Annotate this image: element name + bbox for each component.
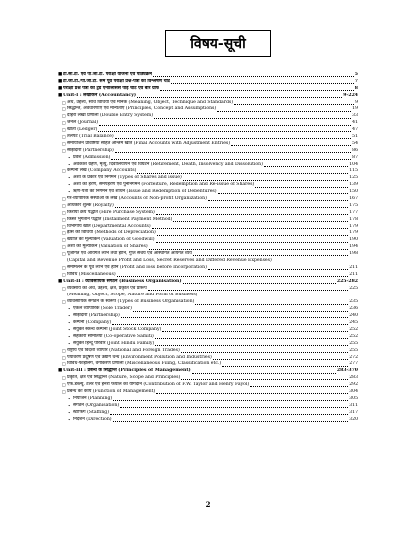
dot-leader bbox=[222, 366, 348, 367]
dot-leader bbox=[208, 269, 348, 270]
toc-entry-label: ऋण-पत्रों का निर्गमन एवं शोधन (Issue and Redemption of Debentures) bbox=[73, 189, 217, 195]
toc-entry bbox=[58, 72, 358, 79]
toc-entry-label: अधिकार शुल्क (Royalty) bbox=[67, 202, 114, 208]
toc-bullet-icon: • bbox=[68, 402, 71, 408]
toc-bullet-icon: □ bbox=[62, 382, 66, 388]
toc-entry-page: 252 bbox=[349, 333, 358, 339]
toc-entry-page: 245 bbox=[349, 320, 358, 326]
toc-entry bbox=[58, 155, 358, 162]
toc-entry bbox=[58, 113, 358, 120]
toc-entry-label: कम्पनी (Company) bbox=[73, 320, 112, 326]
toc-entry-page: 255 bbox=[349, 340, 358, 346]
toc-entry bbox=[58, 306, 358, 313]
toc-entry-page: 179 bbox=[349, 230, 358, 236]
toc-entry-page: 139 bbox=[349, 182, 358, 188]
toc-bullet-icon: □ bbox=[62, 216, 66, 222]
toc-bullet-icon: ■ bbox=[58, 92, 63, 98]
toc-entry-label: किराया क्रय पद्धति (Hire Purchase System) bbox=[67, 209, 155, 215]
toc-entry-page: 54 bbox=[352, 140, 358, 146]
dot-leader bbox=[162, 331, 348, 332]
toc-entry-label: गैर-व्यापारिक संस्थाओं के लेखे (Accounts of Non-profit Organization) bbox=[67, 196, 207, 202]
toc-entry-label: विविध-फाइलिंग, वर्गीकरण प्रणाली (Miscellaneous Filing, Classification etc.) bbox=[67, 361, 222, 367]
dot-leader bbox=[133, 311, 348, 312]
toc-entry-label: पर्यावरण प्रदूषण एवं उद्योग धन्धे (Environment Pollution and Industries) bbox=[67, 354, 212, 360]
dot-leader bbox=[181, 352, 348, 353]
toc-bullet-icon: □ bbox=[62, 196, 66, 202]
dot-leader bbox=[234, 104, 354, 105]
toc-entry-page: 277 bbox=[349, 361, 358, 367]
toc-entry-page: 283-370 bbox=[336, 368, 358, 374]
toc-entry-label: संयुक्त हिन्दू परिवार (Joint Hindu Family) bbox=[73, 340, 155, 346]
toc-entry-label: एकल व्यापारिक (Sole Trader) bbox=[73, 306, 132, 312]
toc-entry-label: Unit-II : व्यावसायिक संगठन (Business Organisation) bbox=[63, 278, 182, 284]
toc-entry-page: 317 bbox=[349, 409, 358, 415]
dot-leader bbox=[264, 166, 348, 167]
toc-entry-page: 41 bbox=[352, 120, 358, 126]
toc-entry-page: 175 bbox=[349, 202, 358, 208]
dot-leader bbox=[218, 193, 349, 194]
dot-leader bbox=[149, 249, 349, 250]
toc-entry-label: (Capital and Revenue Profit and Loss, Secret Reserves and Differed Revenue Expenses) bbox=[67, 258, 272, 264]
toc-bullet-icon: □ bbox=[62, 244, 66, 250]
toc-entry-page: 255 bbox=[349, 347, 358, 353]
toc-entry-label: एफ.डब्ल्यू. टेलर एवं हेनरी फेयोल का योगदान (Contribution of F.W. Taylor and Henry Fayol) bbox=[67, 382, 250, 388]
toc-entry-page: 177 bbox=[349, 209, 358, 215]
toc-entry-page: 9 bbox=[355, 99, 358, 105]
toc-entry bbox=[58, 341, 358, 348]
toc-entry-label: टी.जी.टी./पी.जी.टी. सम पूर्व परीक्षा प्रश्न-पत्रों का विश्लेषण चार्ट bbox=[63, 78, 171, 84]
dot-leader bbox=[208, 200, 348, 201]
toc-bullet-icon: □ bbox=[62, 113, 66, 119]
toc-entry-page: 115 bbox=[349, 168, 358, 174]
toc-entry-label: विविध (Miscellaneous) bbox=[67, 271, 116, 277]
dot-leader bbox=[250, 386, 348, 387]
toc-entry-label: अवकाश ग्रहण, मृत्यु, दिवालियापन एवं विघटन (Retirement, Death, Insolvency and Dissolution) bbox=[73, 161, 263, 167]
dot-leader bbox=[110, 414, 348, 415]
dot-leader bbox=[115, 207, 348, 208]
toc-bullet-icon: • bbox=[68, 320, 71, 326]
toc-bullet-icon: • bbox=[68, 416, 71, 422]
dot-leader bbox=[171, 83, 354, 84]
toc-entry-label: तलपट (Trial Balance) bbox=[67, 134, 114, 139]
toc-entry bbox=[58, 237, 358, 244]
toc-entry-page: 51 bbox=[352, 134, 358, 139]
toc-entry-label: ख्याति का मूल्यांकन (Valuation of Goodwill) bbox=[67, 237, 155, 243]
toc-entry-label: अंशों का मूल्यांकन (Valuation of Shares) bbox=[67, 244, 148, 250]
toc-bullet-icon: □ bbox=[62, 202, 66, 208]
dot-leader bbox=[99, 125, 351, 126]
toc-entry-page: 236 bbox=[349, 306, 358, 312]
toc-entry-page: 7 bbox=[354, 78, 358, 84]
toc-entry-label: (Meaning, Object, Scope, Nature and Form of Business) bbox=[67, 292, 198, 298]
toc-bullet-icon: • bbox=[68, 182, 71, 188]
toc-entry-label: साझेदारी (Partnership) bbox=[67, 147, 114, 153]
toc-bullet-icon: • bbox=[68, 313, 71, 319]
toc-bullet-icon: □ bbox=[62, 99, 66, 105]
toc-bullet-icon: □ bbox=[62, 120, 66, 126]
toc-entry bbox=[58, 348, 358, 355]
toc-bullet-icon: □ bbox=[62, 147, 66, 153]
toc-bullet-icon: □ bbox=[62, 168, 66, 174]
toc-entry-label: विभागीय खाते (Departmental Accounts) bbox=[67, 223, 151, 229]
toc-bullet-icon: • bbox=[68, 395, 71, 401]
toc-entry-label: परीक्षा प्रश्न पत्रों का ट्रेंड एनालिसिस पाई चार्ट एवं बार ग्राफ bbox=[63, 85, 160, 91]
toc-bullet-icon: ■ bbox=[58, 278, 63, 284]
toc-entry-label: व्यवसाय का अर्थ, उद्देश्य, क्षेत्र, प्रकृति एवं प्रारूप bbox=[67, 285, 147, 291]
dot-leader bbox=[255, 187, 348, 188]
toc-entry-label: संयुक्त स्कन्ध कम्पनी (Joint Stock Company) bbox=[73, 326, 162, 332]
toc-entry bbox=[58, 251, 358, 258]
toc-bullet-icon: • bbox=[68, 409, 71, 415]
dot-leader bbox=[181, 379, 348, 380]
toc-entry-label: जर्नल (Journal) bbox=[67, 120, 99, 126]
toc-bullet-icon: • bbox=[68, 306, 71, 312]
toc-entry-page: 190 bbox=[349, 237, 358, 243]
dot-leader bbox=[154, 118, 351, 119]
toc-entry bbox=[58, 141, 358, 148]
toc-entry-label: दोहरा लेखा प्रणाली (Double Entry System) bbox=[67, 113, 154, 119]
toc-entry bbox=[58, 230, 358, 237]
toc-entry-page: 104 bbox=[349, 161, 358, 167]
toc-entry-label: किस्त भुगतान पद्धति (Instalment Payment Method) bbox=[67, 216, 173, 222]
toc-bullet-icon: • bbox=[68, 333, 71, 339]
toc-entry-label: सिद्धान्त, अवधारणाएँ एवं मान्यताएँ (Principles, Concept and Assumptions) bbox=[67, 106, 217, 112]
toc-entry-page: 194 bbox=[349, 244, 358, 250]
toc-entry-label: Unit-I : लेखांकन (Accountancy) bbox=[63, 92, 137, 98]
toc-entry bbox=[58, 86, 358, 93]
toc-entry-label: टी.सी.टी. एवं पी.जी.टी. परीक्षा योजना एवं पाठ्यक्रम bbox=[63, 72, 153, 77]
dot-leader bbox=[183, 180, 348, 181]
toc-entry-label: निर्देशन (Direction) bbox=[73, 416, 112, 422]
dot-leader bbox=[117, 276, 349, 277]
toc-entry-label: अंशों का हरण, समपहरण एवं पुनर्निर्गमन (Forfeiture, Redemption and Re-issue of Shares) bbox=[73, 182, 255, 188]
toc-bullet-icon: □ bbox=[62, 230, 66, 236]
toc-entry bbox=[58, 320, 358, 327]
toc-entry-page: 240 bbox=[349, 313, 358, 319]
dot-leader bbox=[148, 290, 348, 291]
toc-entry bbox=[58, 203, 358, 210]
toc-entry-page: 292 bbox=[349, 382, 358, 388]
dot-leader bbox=[156, 242, 349, 243]
toc-entry bbox=[58, 134, 358, 141]
dot-leader bbox=[112, 324, 348, 325]
toc-entry bbox=[58, 410, 358, 417]
toc-entry bbox=[58, 79, 358, 86]
dot-leader bbox=[111, 159, 351, 160]
toc-bullet-icon: □ bbox=[62, 264, 66, 270]
toc-entry-label: संगठन (Organisation) bbox=[73, 402, 120, 408]
dot-leader bbox=[155, 345, 348, 346]
toc-entry-label: सहकारी समितियाँ (Co-operative Samiti) bbox=[73, 333, 154, 339]
toc-entry-label: नियोजन (Planning) bbox=[73, 395, 113, 401]
dot-leader bbox=[155, 338, 348, 339]
toc-entry bbox=[58, 210, 358, 217]
toc-entry-label: समायोजन प्रविष्टियाँ सहित अन्तिम खाते (Final Accounts with Adjustment Entries) bbox=[67, 140, 231, 146]
toc-bullet-icon: □ bbox=[62, 354, 66, 360]
toc-bullet-icon: □ bbox=[62, 347, 66, 353]
dot-leader bbox=[156, 214, 348, 215]
toc-entry bbox=[58, 120, 358, 127]
toc-bullet-icon: • bbox=[68, 175, 71, 181]
toc-bullet-icon: □ bbox=[62, 285, 66, 291]
dot-leader bbox=[217, 111, 351, 112]
toc-entry-label: प्रवेश (Admission) bbox=[73, 154, 111, 160]
toc-entry-page: 225 bbox=[349, 285, 358, 291]
toc-bullet-icon: □ bbox=[62, 127, 66, 133]
toc-entry-page: 8 bbox=[354, 85, 358, 91]
dot-leader bbox=[160, 90, 353, 91]
dot-leader bbox=[137, 97, 342, 98]
toc-entry-page: 167 bbox=[349, 196, 358, 202]
toc-bullet-icon: • bbox=[68, 161, 71, 167]
toc-bullet-icon: □ bbox=[62, 140, 66, 146]
toc-entry-label: कम्पनी लेखे (Company Accounts) bbox=[67, 168, 137, 174]
toc-entry bbox=[58, 334, 358, 341]
dot-leader bbox=[173, 221, 348, 222]
toc-entry-page: 9-224 bbox=[343, 92, 358, 98]
toc-entry-label: स्टाफिंग (Staffing) bbox=[73, 409, 110, 415]
toc-entry bbox=[58, 175, 358, 182]
dot-leader bbox=[115, 138, 351, 139]
toc-bullet-icon: • bbox=[68, 189, 71, 195]
dot-leader bbox=[115, 152, 351, 153]
toc-entry bbox=[58, 313, 358, 320]
toc-entry-page: 87 bbox=[352, 154, 358, 160]
dot-leader bbox=[152, 228, 349, 229]
toc-entry bbox=[58, 272, 358, 279]
dot-leader bbox=[121, 317, 348, 318]
toc-bullet-icon: ■ bbox=[58, 85, 63, 91]
toc-bullet-icon: ■ bbox=[58, 368, 63, 374]
dot-leader bbox=[113, 421, 349, 422]
toc-entry bbox=[58, 162, 358, 169]
dot-leader bbox=[137, 173, 348, 174]
toc-entry-page: 311 bbox=[349, 402, 358, 408]
page-number: 2 bbox=[205, 500, 211, 509]
toc-entry bbox=[58, 182, 358, 189]
toc-bullet-icon: □ bbox=[62, 388, 66, 394]
toc-entry bbox=[58, 396, 358, 403]
toc-bullet-icon: □ bbox=[62, 134, 66, 139]
toc-entry-page: 179 bbox=[349, 223, 358, 229]
page-title: विषय-सूची bbox=[165, 30, 271, 57]
toc-bullet-icon: □ bbox=[62, 223, 66, 229]
dot-leader bbox=[213, 359, 348, 360]
toc-entry bbox=[58, 361, 358, 368]
toc-entry bbox=[58, 100, 358, 107]
dot-leader bbox=[120, 407, 348, 408]
toc-entry-label: पूँजीगत एवं आयगत लाभ तथा हानि, गुप्त संचय एवं आस्थगित आयगत व्यय bbox=[67, 251, 192, 257]
toc-entry bbox=[58, 355, 358, 362]
toc-entry bbox=[58, 403, 358, 410]
toc-entry bbox=[58, 258, 358, 265]
toc-entry bbox=[58, 368, 358, 375]
toc-entry bbox=[58, 279, 358, 286]
toc-entry-label: अंशों के प्रकार एवं निर्गमन (Types of Shares and issue) bbox=[73, 175, 182, 181]
toc-entry bbox=[58, 382, 358, 389]
toc-entry-page: 235 bbox=[349, 299, 358, 305]
toc-entry bbox=[58, 244, 358, 251]
dot-leader bbox=[195, 304, 348, 305]
toc-entry bbox=[58, 189, 358, 196]
toc-entry-page: 5 bbox=[354, 72, 358, 77]
toc-entry-page: 211 bbox=[349, 271, 358, 277]
toc-entry bbox=[58, 299, 358, 306]
dot-leader bbox=[153, 76, 354, 77]
toc-entry-page: 304 bbox=[349, 388, 358, 394]
toc-bullet-icon: □ bbox=[62, 237, 66, 243]
toc-bullet-icon: • bbox=[68, 154, 71, 160]
toc-entry-page: 225-282 bbox=[336, 278, 358, 284]
toc-entry-page: 211 bbox=[349, 264, 358, 270]
toc-entry-label: खाता (Ledger) bbox=[67, 127, 98, 133]
toc-entry-label: अर्थ, उद्देश्य, सार्थ विधियाँ एवं मानक (Meaning, Object, Technique and Standards) bbox=[67, 99, 234, 105]
toc-entry bbox=[58, 106, 358, 113]
toc-entry bbox=[58, 217, 358, 224]
toc-entry-page: 283 bbox=[349, 375, 358, 381]
dot-leader bbox=[193, 255, 348, 256]
toc-bullet-icon: • bbox=[68, 340, 71, 346]
toc-entry bbox=[58, 196, 358, 203]
toc-bullet-icon: □ bbox=[62, 361, 66, 367]
toc-bullet-icon: ■ bbox=[58, 72, 63, 77]
toc-entry-page: 86 bbox=[352, 147, 358, 153]
toc-entry bbox=[58, 224, 358, 231]
toc-entry bbox=[58, 265, 358, 272]
dot-leader bbox=[156, 393, 348, 394]
dot-leader bbox=[183, 283, 336, 284]
dot-leader bbox=[157, 235, 348, 236]
toc-bullet-icon: □ bbox=[62, 271, 66, 277]
toc-entry-page: 33 bbox=[352, 113, 358, 119]
toc-entry-page: 320 bbox=[349, 416, 358, 422]
toc-entry-page: 47 bbox=[352, 127, 358, 133]
toc-entry-label: प्रकृति, क्षेत्र एवं सिद्धान्त (Nature, Scope and Principles) bbox=[67, 375, 181, 381]
toc-entry bbox=[58, 127, 358, 134]
toc-entry-page: 178 bbox=[349, 216, 358, 222]
toc-bullet-icon: □ bbox=[62, 375, 66, 381]
table-of-contents bbox=[58, 72, 358, 423]
toc-entry bbox=[58, 148, 358, 155]
toc-entry bbox=[58, 327, 358, 334]
dot-leader bbox=[192, 373, 336, 374]
toc-entry-page: 198 bbox=[349, 251, 358, 257]
toc-entry-label: साझेदारी (Partnership) bbox=[73, 313, 120, 319]
toc-entry-page: 150 bbox=[349, 189, 358, 195]
toc-bullet-icon: • bbox=[68, 326, 71, 332]
toc-entry-label: ह्रास की विधियाँ (Methods of Depreciation) bbox=[67, 230, 156, 236]
toc-entry-label: Unit-III : प्रबन्ध के सिद्धान्त (Principles of Management) bbox=[63, 368, 191, 374]
toc-entry-label: राष्ट्रीय एवं विदेशी व्यापार (National and Foreign Trades) bbox=[67, 347, 180, 353]
toc-entry-page: 19 bbox=[352, 106, 358, 112]
toc-entry-page: 125 bbox=[349, 175, 358, 181]
toc-entry bbox=[58, 293, 358, 300]
toc-entry bbox=[58, 168, 358, 175]
dot-leader bbox=[113, 400, 348, 401]
toc-entry bbox=[58, 286, 358, 293]
toc-entry bbox=[58, 389, 358, 396]
toc-bullet-icon: □ bbox=[62, 106, 66, 112]
toc-entry bbox=[58, 93, 358, 100]
toc-bullet-icon: □ bbox=[62, 209, 66, 215]
toc-bullet-icon: □ bbox=[62, 251, 66, 257]
dot-leader bbox=[231, 145, 351, 146]
toc-entry-label: व्यावसायिक संगठन के स्वरूप (Types of Business Organisation) bbox=[67, 299, 195, 305]
dot-leader bbox=[98, 131, 351, 132]
toc-entry-page: 252 bbox=[349, 326, 358, 332]
toc-entry bbox=[58, 375, 358, 382]
toc-entry-page: 272 bbox=[349, 354, 358, 360]
toc-entry-label: समामेलन के पूर्व लाभ एवं हानि (Profit and loss before Incorporation) bbox=[67, 264, 207, 270]
toc-entry bbox=[58, 417, 358, 424]
toc-bullet-icon: ■ bbox=[58, 78, 63, 84]
toc-bullet-icon: □ bbox=[62, 299, 66, 305]
toc-entry-label: प्रबन्ध का कार्य (Function of Management) bbox=[67, 388, 156, 394]
toc-entry-page: 305 bbox=[349, 395, 358, 401]
